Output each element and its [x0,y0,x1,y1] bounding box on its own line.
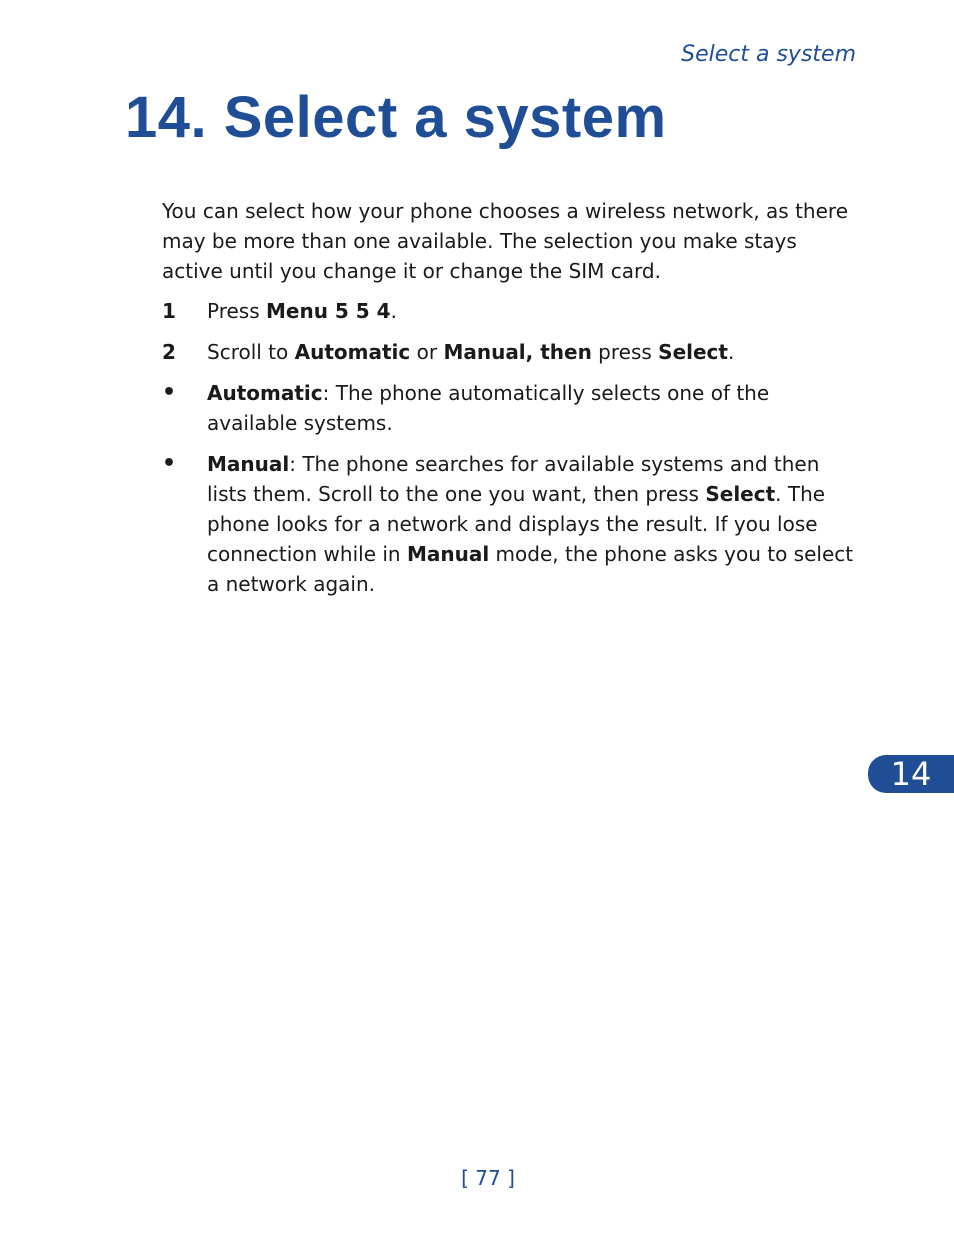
bullet-text: : The phone searches for available systems and then lists them. Scroll to the one you want, then press [207,452,820,506]
step-number: 2 [162,340,176,364]
step-text: . [727,340,735,364]
menu-shortcut: Menu 5 5 4 [266,299,391,323]
bullet-text: . The phone looks for a network and displays the result. If you lose connection while in [207,482,826,566]
chapter-body [162,196,858,610]
step-text: Scroll to [207,340,295,364]
step-2 [162,337,858,367]
step-1 [162,296,858,326]
step-text: press [591,340,659,364]
bullet-manual [162,449,858,599]
option-automatic: Automatic [294,340,411,364]
bullet-icon: • [162,451,177,476]
select-key: Select [658,340,728,364]
bullet-automatic [162,378,858,438]
option-manual: Manual, then [443,340,592,364]
step-text: or [410,340,444,364]
chapter-tab: 14 [868,755,954,793]
intro-paragraph: You can select how your phone chooses a wireless network, as there may be more than one available. The selection you make stays active until you change it or change the SIM card. [162,199,848,283]
step-text: Press [207,299,266,323]
bullet-term: Manual [207,452,290,476]
step-number: 1 [162,299,176,323]
bullet-text: : The phone automatically selects one of the available systems. [207,381,770,435]
bullet-text: mode, the phone asks you to select a network again. [207,542,854,596]
running-header: Select a system [681,42,856,67]
chapter-title: 14. Select a system [125,85,667,150]
step-text: . [390,299,397,323]
manual-mode: Manual [406,542,490,566]
bullet-icon: • [162,380,177,405]
bullet-term: Automatic [207,381,323,405]
page-number: [ 77 ] [461,1166,515,1190]
select-key: Select [705,482,776,506]
